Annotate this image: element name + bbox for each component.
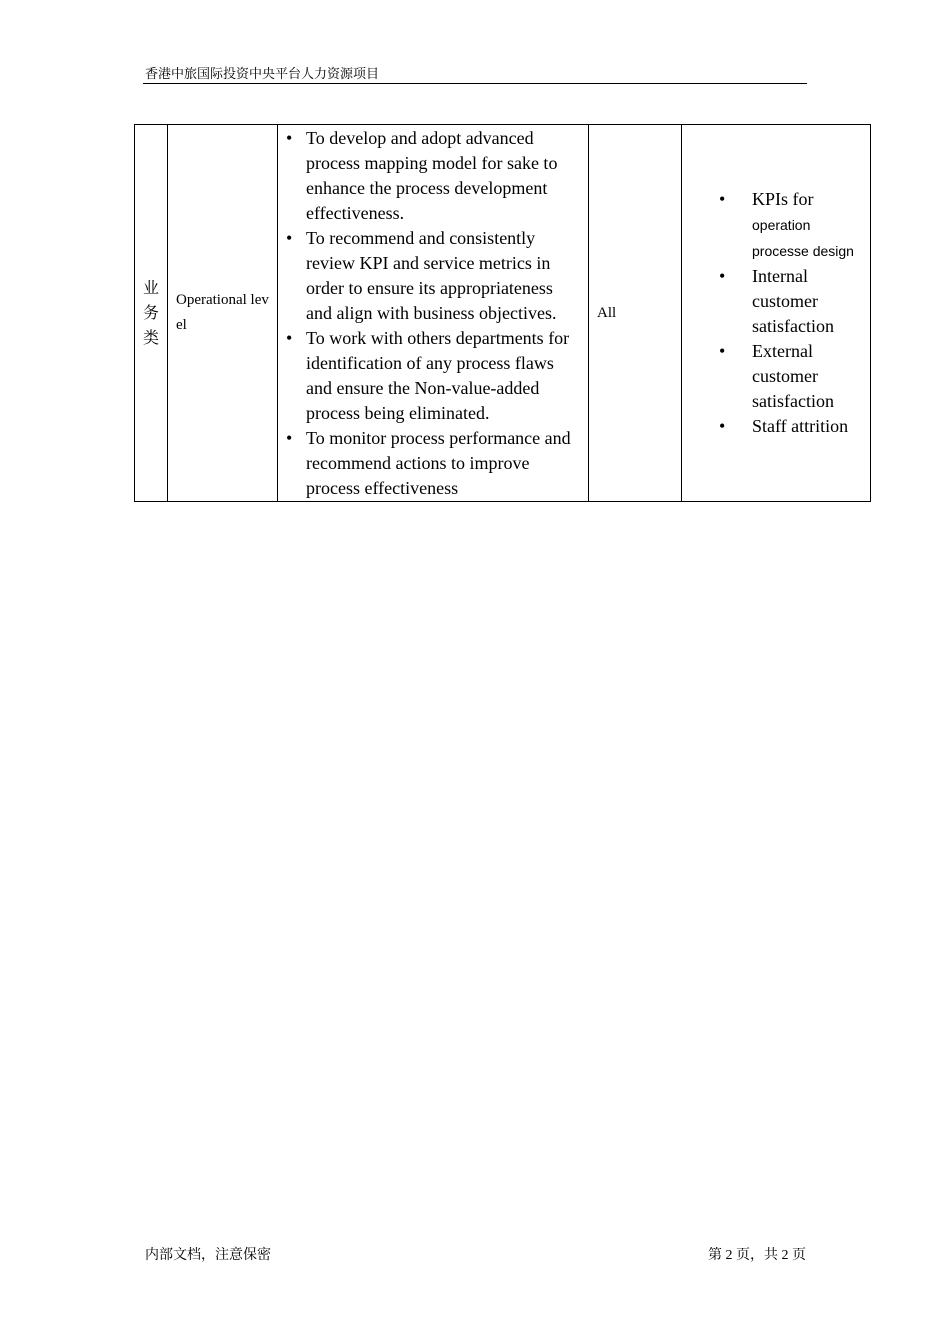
- duty-item: • To work with others departments for identification of any process flaws and ensure the Non-value-added process being eliminated.: [306, 326, 580, 426]
- kpi-cell: [682, 125, 871, 502]
- duty-table: [134, 124, 871, 502]
- category-char: 业: [142, 279, 159, 297]
- header-title: 香港中旅国际投资中央平台人力资源项目: [145, 66, 380, 81]
- kpi-item: [752, 187, 860, 264]
- kpi-item: • Staff attrition: [752, 414, 860, 439]
- duty-item: • To develop and adopt advanced process mapping model for sake to enhance the process development effectiveness.: [306, 126, 580, 226]
- duty-item: • To recommend and consistently review KPI and service metrics in order to ensure its appropriateness and align with business objectives.: [306, 226, 580, 326]
- duties-list: [278, 125, 588, 501]
- footer-confidential: 内部文档，注意保密: [145, 1248, 271, 1263]
- header-rule: [143, 83, 807, 84]
- kpi-list: [682, 187, 870, 439]
- category-char: 务: [142, 304, 159, 322]
- scope-cell: All: [589, 125, 682, 502]
- kpi-item: • External customer satisfaction: [752, 339, 860, 414]
- category-cell: [135, 125, 168, 502]
- duty-item: • To monitor process performance and recommend actions to improve process effectiveness: [306, 426, 580, 501]
- kpi-item: • Internal customer satisfaction: [752, 264, 860, 339]
- duties-cell: [278, 125, 589, 502]
- level-cell: Operational level: [168, 125, 278, 502]
- kpi-suffix: operation processe design: [752, 217, 854, 259]
- category-char: 类: [142, 329, 159, 347]
- kpi-prefix: KPIs for: [752, 189, 814, 209]
- footer-page-number: 第 2 页，共 2 页: [708, 1248, 806, 1263]
- table-row: [135, 125, 871, 502]
